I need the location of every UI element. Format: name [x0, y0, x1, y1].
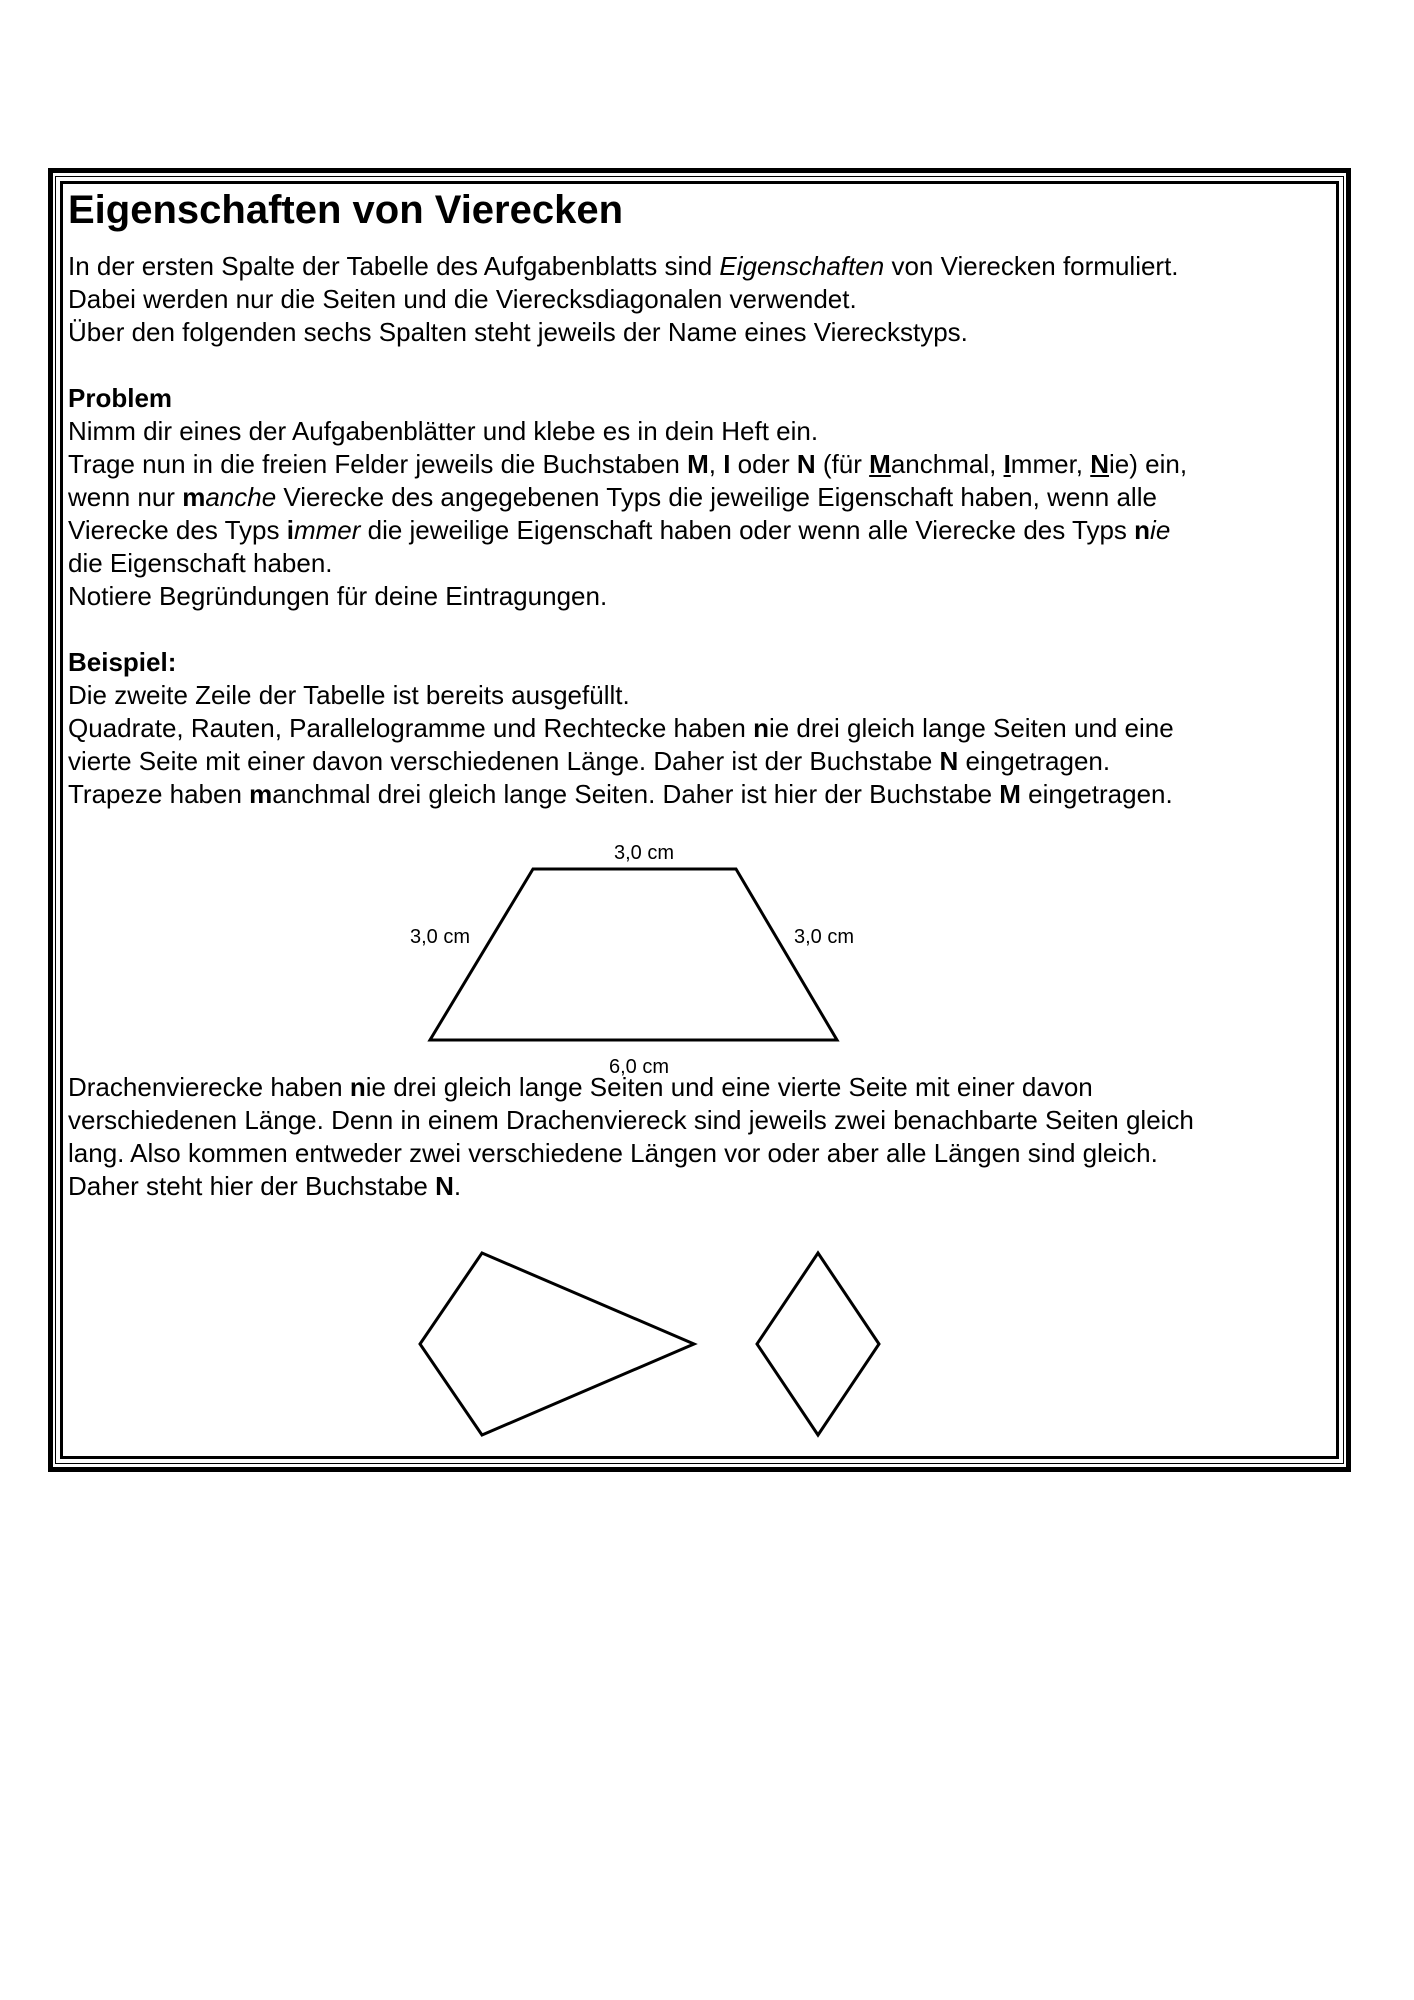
example-line-2: Quadrate, Rauten, Parallelogramme und Rechtecke haben nie drei gleich lange Seiten und eine — [68, 713, 1174, 743]
intro-line-2: Dabei werden nur die Seiten und die Vierecksdiagonalen verwendet. — [68, 284, 857, 314]
problem-line-5: die Eigenschaft haben. — [68, 548, 333, 578]
trapezoid-label-top: 3,0 cm — [613, 842, 675, 864]
example-line-3: vierte Seite mit einer davon verschiedenen Länge. Daher ist der Buchstabe N eingetragen. — [68, 746, 1111, 776]
problem-line-6: Notiere Begründungen für deine Eintragungen. — [68, 581, 608, 611]
example-heading: Beispiel: — [68, 647, 177, 677]
problem-line-2: Trage nun in die freien Felder jeweils die Buchstaben M, I oder N (für Manchmal, Immer, Nie) ein, — [68, 449, 1188, 479]
trapezoid-label-left: 3,0 cm — [409, 926, 471, 948]
page-title: Eigenschaften von Vierecken — [68, 188, 624, 232]
kite-line-2: verschiedenen Länge. Denn in einem Drachenviereck sind jeweils zwei benachbarte Seiten gleich — [68, 1105, 1194, 1135]
trapezoid-label-bottom: 6,0 cm — [608, 1056, 670, 1078]
problem-heading: Problem — [68, 383, 173, 413]
kite-line-3: lang. Also kommen entweder zwei verschiedene Längen vor oder aber alle Längen sind gleich. — [68, 1138, 1158, 1168]
intro-line-1: In der ersten Spalte der Tabelle des Aufgabenblatts sind Eigenschaften von Vierecken formuliert. — [68, 251, 1179, 281]
rhombus-figure — [757, 1253, 879, 1435]
kite-line-4: Daher steht hier der Buchstabe N. — [68, 1171, 462, 1201]
kite-figure — [420, 1253, 694, 1435]
trapezoid-figure — [430, 869, 837, 1040]
kite-line-1: Drachenvierecke haben nie drei gleich lange Seiten und eine vierte Seite mit einer davon — [68, 1072, 1093, 1102]
problem-line-1: Nimm dir eines der Aufgabenblätter und klebe es in dein Heft ein. — [68, 416, 819, 446]
problem-line-4: Vierecke des Typs immer die jeweilige Eigenschaft haben oder wenn alle Vierecke des Typs nie — [68, 515, 1171, 545]
example-line-4: Trapeze haben manchmal drei gleich lange Seiten. Daher ist hier der Buchstabe M eingetragen. — [68, 779, 1173, 809]
problem-line-3: wenn nur manche Vierecke des angegebenen Typs die jeweilige Eigenschaft haben, wenn alle — [68, 482, 1157, 512]
intro-line-3: Über den folgenden sechs Spalten steht jeweils der Name eines Viereckstyps. — [68, 317, 968, 347]
trapezoid-label-right: 3,0 cm — [793, 926, 855, 948]
example-line-1: Die zweite Zeile der Tabelle ist bereits ausgefüllt. — [68, 680, 630, 710]
